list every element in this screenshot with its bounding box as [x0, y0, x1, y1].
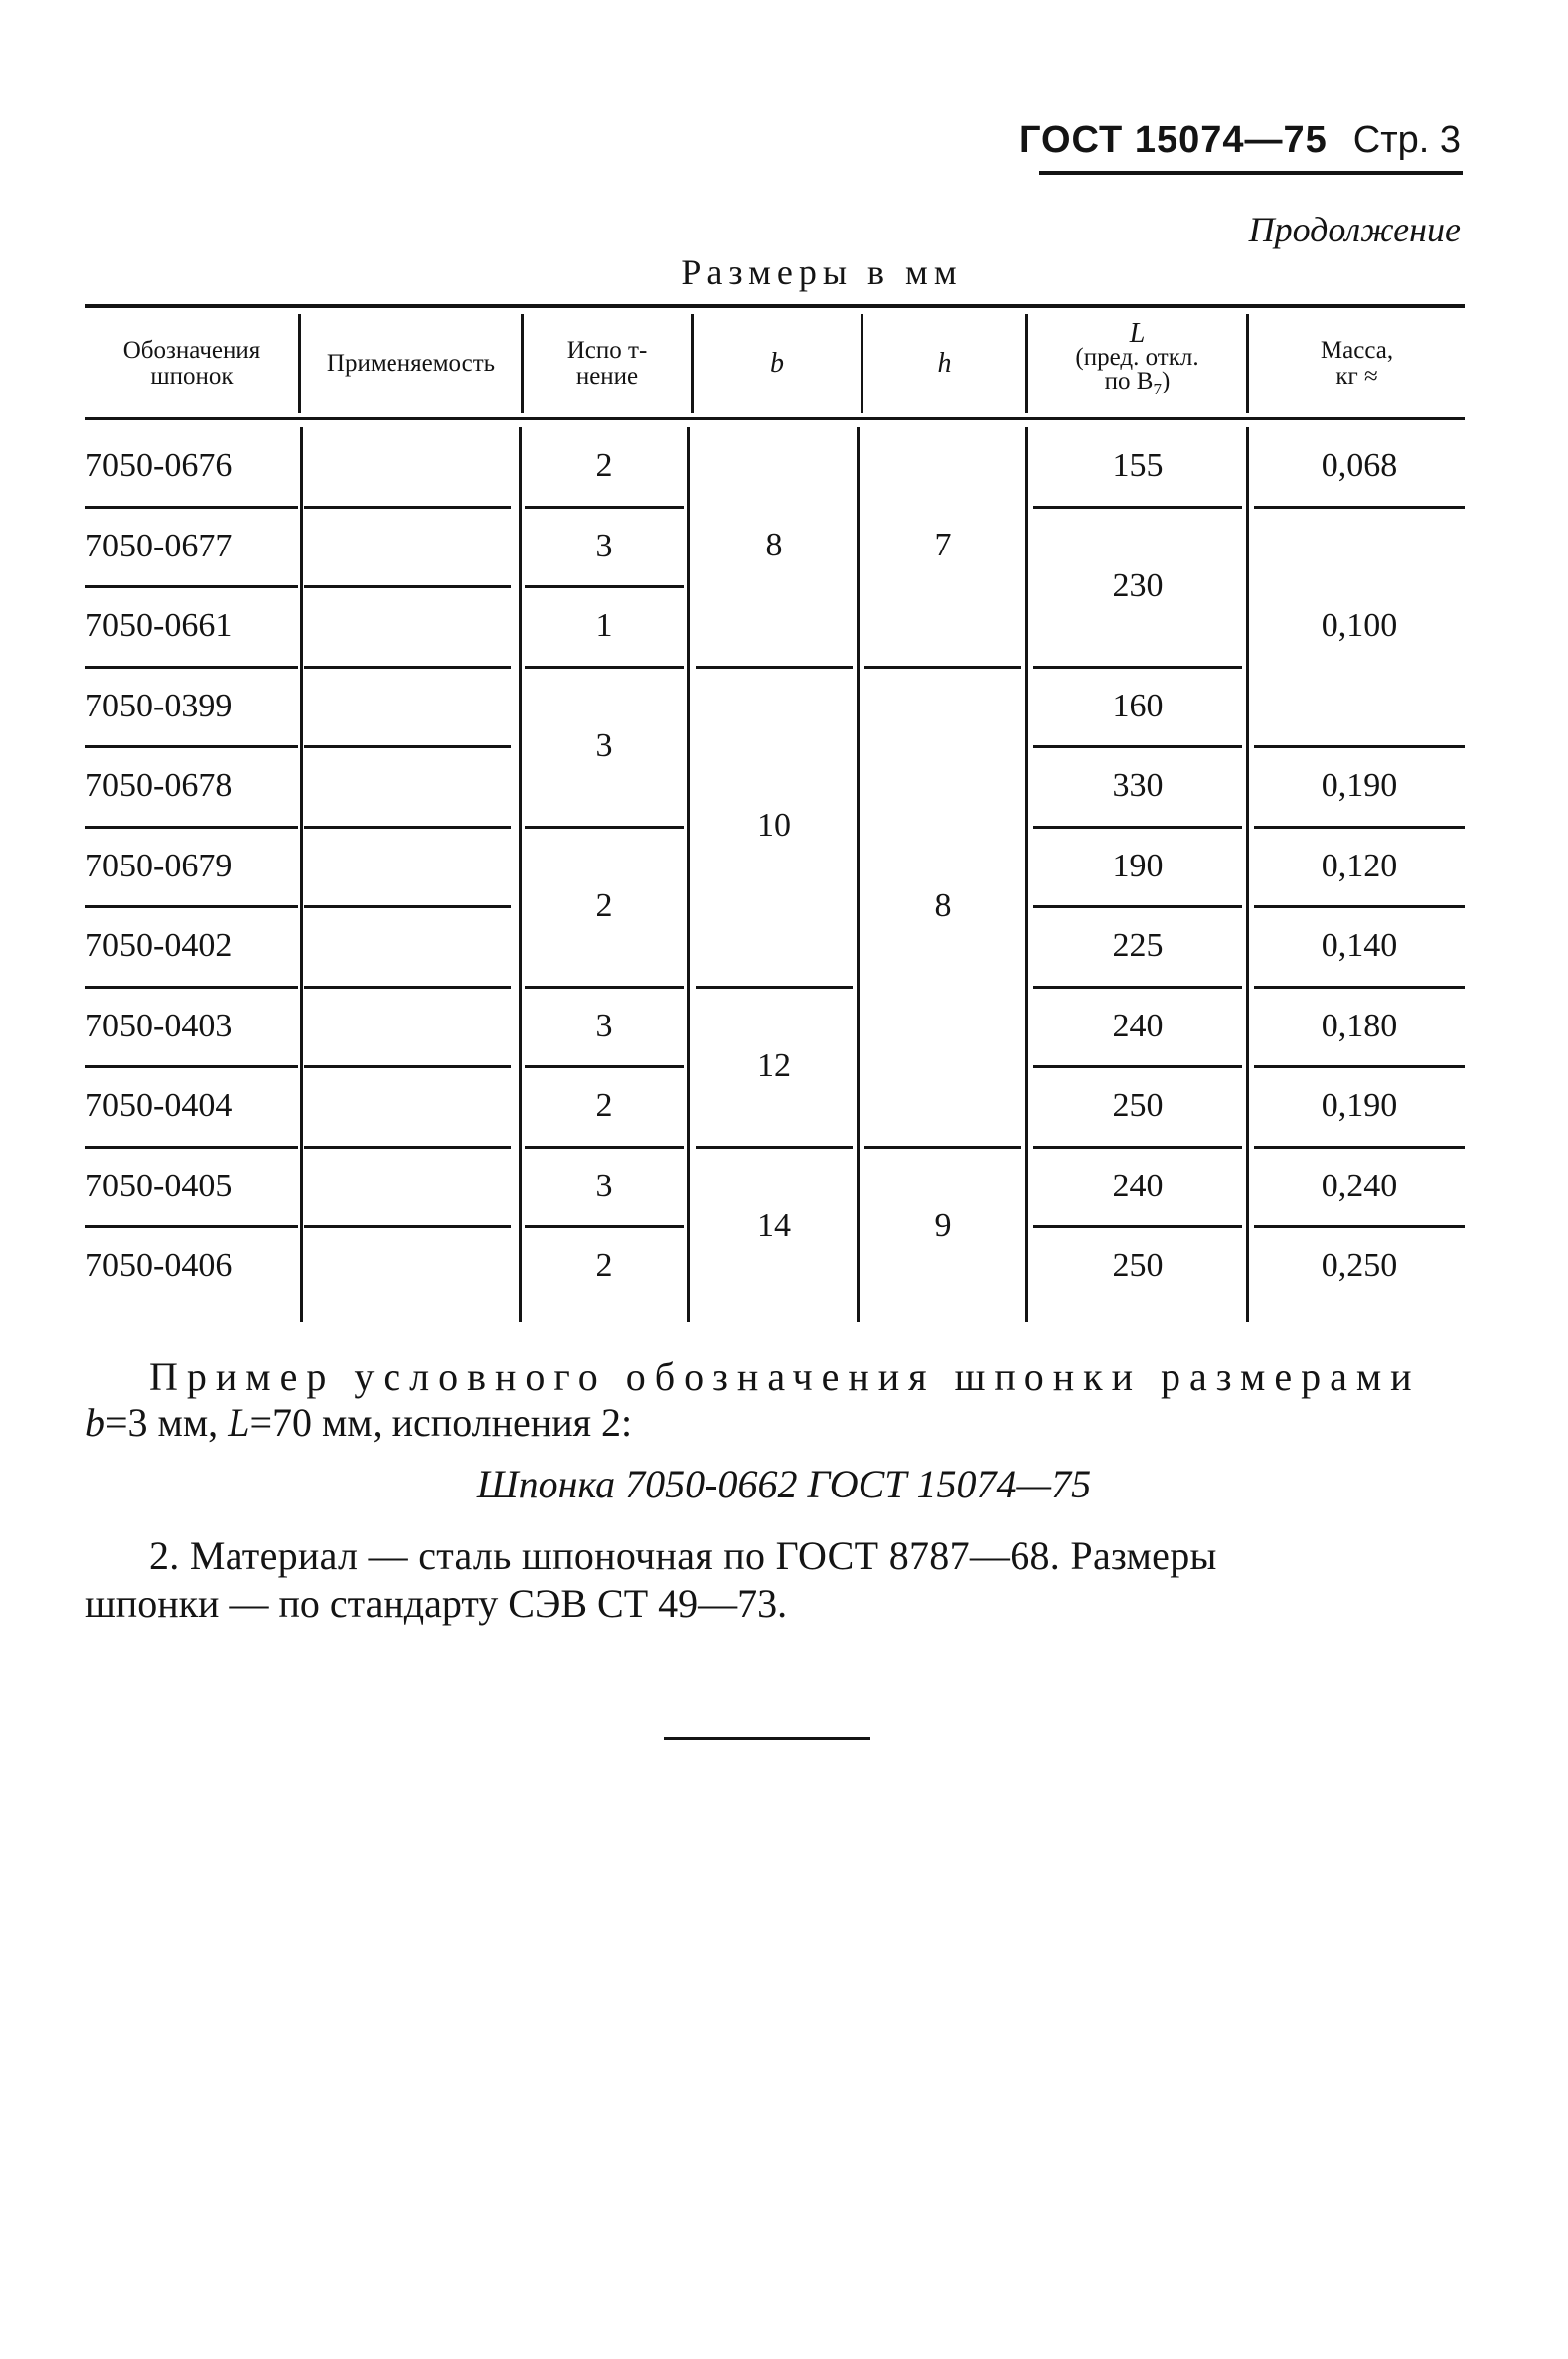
example-designation: Шпонка 7050-0662 ГОСТ 15074—75: [476, 1462, 1092, 1506]
example-lead: Пример условного обозначения шпонки размерами: [149, 1354, 1421, 1399]
L-cell: 230: [1112, 566, 1164, 604]
row-rule: [304, 826, 511, 829]
row-rule: [304, 506, 511, 509]
mass-cell: 0,240: [1321, 1167, 1398, 1204]
h-cell: 7: [934, 527, 952, 563]
col-header-h: [863, 314, 1025, 413]
L-cell: 225: [1112, 926, 1164, 964]
b-cell: 10: [757, 807, 791, 844]
designation-cell: 7050-0406: [85, 1246, 233, 1284]
example-b-symbol: b: [85, 1400, 105, 1445]
col-header-l-line3-text: по B: [1104, 368, 1154, 394]
execution-cell: 2: [595, 1246, 613, 1284]
col-header-mass: [1249, 314, 1465, 413]
col-header-h-text: h: [937, 348, 952, 379]
col-header-execution-line2: нение: [575, 363, 639, 390]
col-header-applicability: [301, 314, 521, 413]
col-header-l: [1028, 310, 1246, 413]
end-rule: [664, 1737, 870, 1740]
designation-cell: 7050-0679: [85, 847, 233, 884]
col-divider: [857, 427, 860, 1322]
execution-cell: 2: [595, 886, 613, 924]
row-rule: [304, 1065, 511, 1068]
mass-cell: 0,250: [1321, 1246, 1398, 1284]
h-cell: 8: [934, 886, 952, 924]
row-rule: [304, 1225, 511, 1228]
L-cell: 160: [1112, 687, 1164, 724]
mass-cell: 0,068: [1321, 446, 1398, 484]
mass-cell: 0,120: [1321, 847, 1398, 884]
execution-cell: 3: [595, 726, 613, 764]
example-dimensions: [85, 1401, 632, 1445]
col-header-execution-line1: Испо т-: [566, 337, 648, 364]
col-header-designation: [85, 314, 298, 413]
row-rule: [304, 905, 511, 908]
L-cell: 155: [1112, 446, 1164, 484]
units-caption: Размеры в мм: [681, 252, 963, 292]
mass-cell: 0,140: [1321, 926, 1398, 964]
L-cell: 190: [1112, 847, 1164, 884]
execution-cell: 3: [595, 1167, 613, 1204]
col-divider: [1025, 427, 1028, 1322]
mass-cell: 0,180: [1321, 1007, 1398, 1044]
row-rule: [304, 986, 511, 989]
execution-cell: 1: [595, 606, 613, 644]
designation-cell: 7050-0676: [85, 446, 233, 484]
row-rule: [304, 666, 511, 669]
execution-cell: 3: [595, 527, 613, 564]
col-header-b: [694, 314, 861, 413]
designation-cell: 7050-0403: [85, 1007, 233, 1044]
continuation-label: Продолжение: [1248, 210, 1461, 249]
designation-cell: 7050-0677: [85, 527, 233, 564]
designation-cell: 7050-0399: [85, 687, 233, 724]
col-header-l-line2: (пред. откл.: [1075, 344, 1199, 371]
col-header-applicability-text: Применяемость: [326, 350, 496, 377]
example-paragraph: [149, 1355, 1465, 1399]
designation-cell: 7050-0405: [85, 1167, 233, 1204]
mass-cell: 0,190: [1321, 1086, 1398, 1124]
col-header-l-symbol: L: [1129, 318, 1146, 349]
example-l-symbol: L: [228, 1400, 250, 1445]
execution-cell: 3: [595, 1007, 613, 1044]
col-header-mass-line1: Масса,: [1320, 337, 1394, 364]
col-header-b-text: b: [770, 348, 784, 379]
designation-cell: 7050-0402: [85, 926, 233, 964]
col-divider: [519, 427, 522, 1322]
standard-number: ГОСТ 15074—75: [1019, 119, 1328, 161]
execution-cell: 2: [595, 1086, 613, 1124]
example-b-value: =3 мм,: [105, 1400, 229, 1445]
h-cell: 9: [934, 1206, 952, 1244]
col-header-l-line3: [1105, 370, 1171, 401]
row-rule: [304, 745, 511, 748]
mass-cell: 0,100: [1321, 607, 1398, 644]
col-header-mass-line2: кг ≈: [1335, 363, 1378, 390]
col-divider: [687, 427, 690, 1322]
col-header-l-close: ): [1161, 368, 1171, 394]
L-cell: 250: [1112, 1086, 1164, 1124]
header-bottom-rule: [85, 417, 1465, 420]
page-number: Стр. 3: [1352, 119, 1461, 161]
mass-cell: 0,190: [1321, 766, 1398, 804]
material-line-2: шпонки — по стандарту СЭВ СТ 49—73.: [85, 1581, 788, 1626]
row-rule: [304, 1146, 511, 1149]
col-header-designation-line1: Обозначения: [122, 337, 261, 364]
designation-cell: 7050-0678: [85, 766, 233, 804]
L-cell: 240: [1112, 1007, 1164, 1044]
col-header-execution: [524, 314, 691, 413]
b-cell: 8: [765, 527, 783, 563]
material-line-1: 2. Материал — сталь шпоночная по ГОСТ 8787—68. Размеры: [149, 1533, 1217, 1578]
L-cell: 240: [1112, 1167, 1164, 1204]
execution-cell: 2: [595, 446, 613, 484]
L-cell: 330: [1112, 766, 1164, 804]
row-rule: [304, 585, 511, 588]
b-cell: 12: [757, 1046, 791, 1084]
col-divider: [300, 427, 303, 1322]
designation-cell: 7050-0661: [85, 606, 233, 644]
col-divider: [1246, 427, 1249, 1322]
designation-cell: 7050-0404: [85, 1086, 233, 1124]
table-top-rule: [85, 304, 1465, 308]
b-cell: 14: [757, 1206, 791, 1244]
L-cell: 250: [1112, 1246, 1164, 1284]
col-header-l-subscript: 7: [1153, 380, 1162, 398]
example-l-value: =70 мм, исполнения 2:: [249, 1400, 633, 1445]
col-header-designation-line2: шпонок: [150, 363, 234, 390]
